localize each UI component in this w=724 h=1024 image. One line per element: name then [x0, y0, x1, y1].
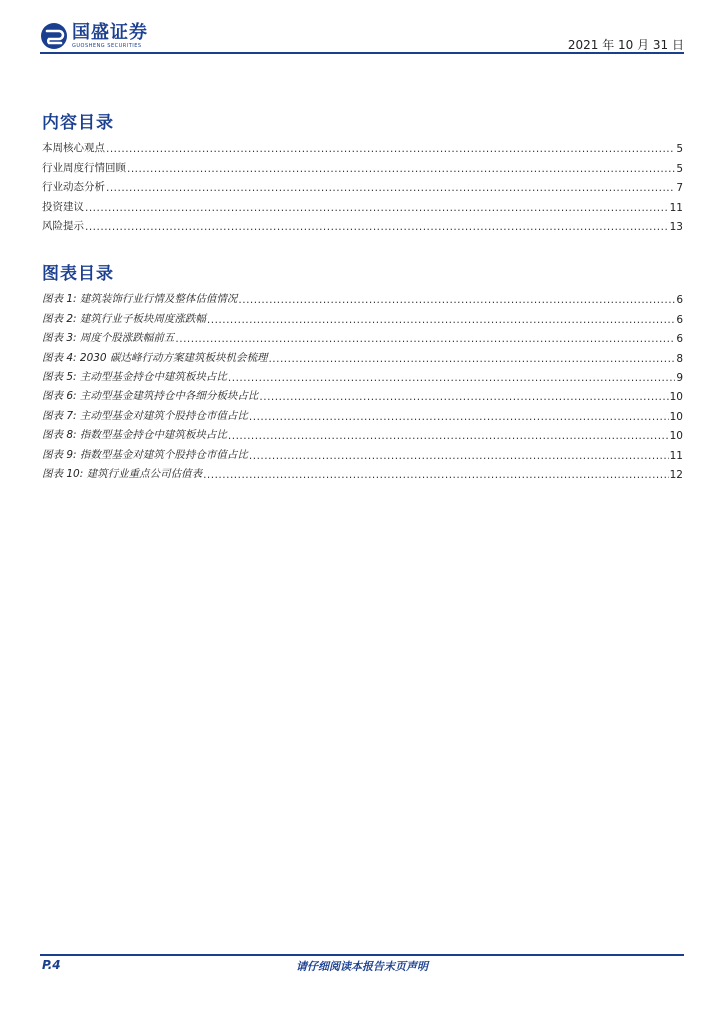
contents-entry-page: 13	[669, 220, 683, 233]
dot-leader	[106, 143, 675, 155]
dot-leader	[85, 221, 669, 233]
figures-entry[interactable]	[42, 287, 683, 306]
page-header	[40, 22, 684, 56]
figures-entry-label: 图表 4: 2030 碳达峰行动方案建筑板块机会梳理	[42, 351, 268, 364]
contents-list	[42, 136, 683, 233]
footer-divider	[40, 954, 684, 956]
figures-entry-page: 10	[669, 430, 683, 443]
figures-entry[interactable]	[42, 403, 683, 422]
figures-entry-page: 6	[676, 333, 683, 346]
dot-leader	[249, 450, 669, 462]
figures-entry-page: 8	[676, 352, 683, 365]
dot-leader	[207, 314, 675, 326]
figures-entry-label: 图表 7: 主动型基金对建筑个股持仓市值占比	[42, 409, 248, 422]
figures-list	[42, 287, 683, 481]
figures-entry[interactable]	[42, 442, 683, 461]
contents-entry[interactable]	[42, 214, 683, 233]
figures-entry-page: 9	[676, 371, 683, 384]
page-number: P.4	[42, 958, 61, 972]
figures-entry[interactable]	[42, 365, 683, 384]
contents-entry-page: 7	[676, 182, 683, 195]
dot-leader	[175, 333, 675, 345]
dot-leader	[228, 372, 675, 384]
dot-leader	[203, 469, 669, 481]
figures-entry-label: 图表 5: 主动型基金持仓中建筑板块占比	[42, 370, 227, 383]
dot-leader	[127, 163, 675, 175]
figures-entry[interactable]	[42, 423, 683, 442]
header-divider	[40, 52, 684, 54]
contents-entry[interactable]	[42, 136, 683, 155]
dot-leader	[259, 391, 668, 403]
figures-entry-page: 11	[669, 449, 683, 462]
contents-entry-page: 11	[669, 201, 683, 214]
figures-entry-label: 图表 2: 建筑行业子板块周度涨跌幅	[42, 312, 206, 325]
figures-entry[interactable]	[42, 345, 683, 364]
figures-entry-page: 10	[669, 410, 683, 423]
figures-entry-label: 图表 10: 建筑行业重点公司估值表	[42, 467, 203, 480]
figures-entry-label: 图表 9: 指数型基金对建筑个股持仓市值占比	[42, 448, 248, 461]
figures-entry-page: 6	[676, 294, 683, 307]
contents-entry-page: 5	[676, 162, 683, 175]
dot-leader	[268, 353, 675, 365]
contents-entry-label: 行业周度行情回顾	[42, 161, 126, 174]
contents-entry-label: 风险提示	[42, 219, 84, 232]
brand-name-en: GUOSHENG SECURITIES	[72, 43, 142, 49]
contents-entry-label: 行业动态分析	[42, 181, 105, 194]
dot-leader	[228, 430, 669, 442]
figures-entry-page: 6	[676, 313, 683, 326]
dot-leader	[238, 294, 675, 306]
dot-leader	[85, 202, 669, 214]
figures-entry-label: 图表 6: 主动型基金建筑持仓中各细分板块占比	[42, 390, 259, 403]
brand-logo	[40, 22, 148, 50]
report-date: 2021 年 10 月 31 日	[567, 38, 684, 52]
figures-entry[interactable]	[42, 384, 683, 403]
guosheng-logo-icon	[40, 22, 68, 50]
brand-name-cn: 国盛证券	[72, 22, 148, 43]
figures-entry[interactable]	[42, 462, 683, 481]
figures-entry[interactable]	[42, 326, 683, 345]
figures-title: 图表目录	[42, 264, 114, 284]
figures-entry-label: 图表 8: 指数型基金持仓中建筑板块占比	[42, 429, 227, 442]
contents-entry[interactable]	[42, 155, 683, 174]
contents-title: 内容目录	[42, 113, 114, 133]
contents-entry[interactable]	[42, 194, 683, 213]
contents-entry[interactable]	[42, 175, 683, 194]
figures-entry-label: 图表 3: 周度个股涨跌幅前五	[42, 332, 175, 345]
contents-entry-label: 投资建议	[42, 200, 84, 213]
figures-entry-label: 图表 1: 建筑装饰行业行情及整体估值情况	[42, 293, 238, 306]
contents-entry-label: 本周核心观点	[42, 142, 105, 155]
figures-entry-page: 12	[669, 468, 683, 481]
dot-leader	[249, 411, 669, 423]
dot-leader	[106, 182, 675, 194]
disclaimer-notice: 请仔细阅读本报告末页声明	[296, 960, 428, 973]
figures-entry[interactable]	[42, 306, 683, 325]
contents-entry-page: 5	[676, 143, 683, 156]
figures-entry-page: 10	[669, 391, 683, 404]
